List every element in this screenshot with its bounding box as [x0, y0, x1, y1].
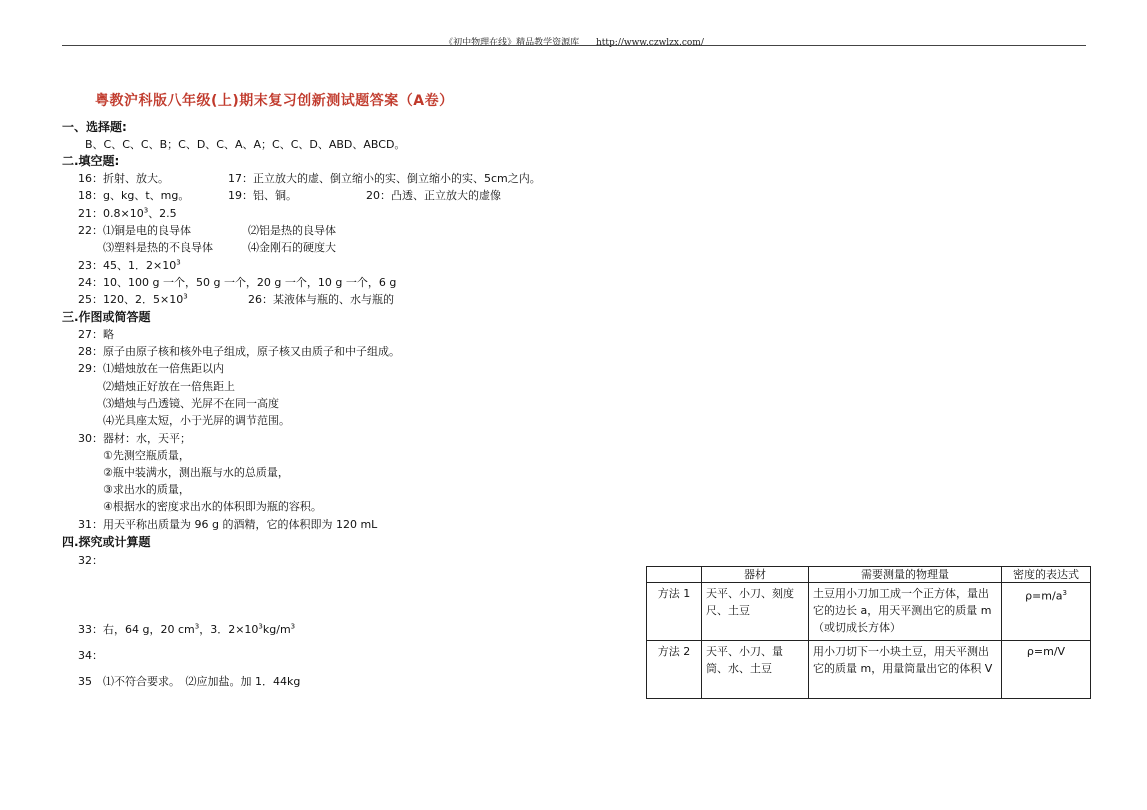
- answer-21-prefix: 21：0.8×10: [78, 207, 144, 220]
- table-cell-equipment: 天平、小刀、刻度尺、土豆: [702, 583, 809, 641]
- section-choice-heading: 一、选择题:: [62, 120, 127, 134]
- answer-30-3: ③求出水的质量，: [103, 483, 190, 496]
- section-short-heading: 三.作图或简答题: [62, 310, 151, 324]
- answer-23-exp: 3: [176, 258, 181, 267]
- answer-25: [78, 291, 188, 307]
- answer-22-label: 22：: [78, 224, 103, 237]
- answer-26: 26：某液体与瓶的、水与瓶的: [248, 293, 394, 306]
- table-header-cell: 器材: [702, 567, 809, 583]
- answer-20: 20：凸透、正立放大的虚像: [366, 189, 501, 202]
- table-cell-method: 方法 1: [647, 583, 702, 641]
- table-cell-method: 方法 2: [647, 641, 702, 699]
- answer-33-exp2: 3: [258, 622, 263, 631]
- answer-21: [78, 205, 177, 221]
- density-methods-table: [646, 566, 1091, 699]
- choice-answers: B、C、C、C、B；C、D、C、A、A；C、C、D、ABD、ABCD。: [85, 138, 406, 151]
- answer-30-1: ①先测空瓶质量，: [103, 449, 190, 462]
- table-row: [647, 641, 1091, 699]
- answer-24: 24：10、100 g 一个，50 g 一个，20 g 一个，10 g 一个，6 g: [78, 276, 397, 289]
- answer-29-1: ⑴蜡烛放在一倍焦距以内: [103, 362, 224, 375]
- page-header: [62, 35, 1086, 48]
- answer-30-4: ④根据水的密度求出水的体积即为瓶的容积。: [103, 500, 322, 513]
- table-cell-measure: 土豆用小刀加工成一个正方体，量出它的边长 a，用天平测出它的质量 m（或切成长方体）: [809, 583, 1002, 641]
- answer-30-label: 30：器材：水，天平；: [78, 432, 191, 445]
- answer-22-a: ⑴铜是电的良导体: [103, 224, 191, 237]
- table-header-cell: 需要测量的物理量: [809, 567, 1002, 583]
- answer-22-c: ⑶塑料是热的不良导体: [103, 241, 213, 254]
- answer-19: 19：铝、铜。: [228, 189, 297, 202]
- answer-18: 18：g、kg、t、mg。: [78, 189, 190, 202]
- answer-17: 17：正立放大的虚、倒立缩小的实、倒立缩小的实、5cm之内。: [228, 172, 541, 185]
- table-header-cell: [647, 567, 702, 583]
- table-row: [647, 583, 1091, 641]
- table-cell-formula: [1002, 583, 1091, 641]
- answer-25-prefix: 25：120、2．5×10: [78, 293, 184, 306]
- answer-29-3: ⑶蜡烛与凸透镜、光屏不在同一高度: [103, 397, 279, 410]
- answer-33-exp3: 3: [290, 622, 296, 631]
- answer-21-suffix: 、2.5: [148, 207, 177, 220]
- answer-29-2: ⑵蜡烛正好放在一倍焦距上: [103, 380, 235, 393]
- table-cell-measure: 用小刀切下一小块土豆，用天平测出它的质量 m，用量筒量出它的体积 V: [809, 641, 1002, 699]
- answer-16: 16：折射、放大。: [78, 172, 169, 185]
- table-header-cell: 密度的表达式: [1002, 567, 1091, 583]
- answer-30-2: ②瓶中装满水，测出瓶与水的总质量，: [103, 466, 289, 479]
- answer-33-mid: ，3．2×10: [199, 623, 259, 636]
- answer-32: 32：: [78, 554, 103, 567]
- answer-28: 28：原子由原子核和核外电子组成，原子核又由质子和中子组成。: [78, 345, 400, 358]
- table-header-row: [647, 567, 1091, 583]
- answer-23-prefix: 23：45、1．2×10: [78, 259, 177, 272]
- header-url[interactable]: http://www.czwlzx.com/: [596, 38, 704, 48]
- header-source: 《初中物理在线》精品教学资源库: [444, 38, 580, 48]
- section-fill-heading: 二.填空题:: [62, 154, 120, 168]
- page-title: 粤教沪科版八年级(上)期末复习创新测试题答案（A卷）: [95, 93, 454, 109]
- formula-exp: 3: [1062, 589, 1067, 597]
- formula-text: ρ=m/V: [1026, 645, 1066, 658]
- answer-22-d: ⑷金刚石的硬度大: [248, 241, 336, 254]
- answer-34: 34：: [78, 649, 103, 662]
- answer-33-exp1: 3: [194, 622, 200, 631]
- answer-29-label: 29：: [78, 362, 103, 375]
- table-cell-equipment: 天平、小刀、量筒、水、土豆: [702, 641, 809, 699]
- section-calc-heading: 四.探究或计算题: [62, 535, 151, 549]
- answer-23: [78, 257, 181, 273]
- table-cell-formula: [1002, 641, 1091, 699]
- answer-27: 27：略: [78, 328, 114, 341]
- answer-33-unit: kg/m: [262, 623, 291, 636]
- answer-21-exp: 3: [143, 206, 149, 215]
- answer-25-exp: 3: [183, 292, 188, 301]
- header-divider: [62, 45, 1086, 46]
- answer-22-b: ⑵铝是热的良导体: [248, 224, 336, 237]
- answer-33: [78, 621, 295, 637]
- answer-31: 31：用天平称出质量为 96 g 的酒精，它的体积即为 120 mL: [78, 518, 378, 531]
- answer-29-4: ⑷光具座太短，小于光屏的调节范围。: [103, 414, 290, 427]
- formula-text: ρ=m/a: [1025, 589, 1063, 603]
- answer-35: 35 ⑴不符合要求。 ⑵应加盐。加 1．44kg: [78, 675, 301, 688]
- answer-33-prefix: 33：右，64 g，20 cm: [78, 623, 195, 636]
